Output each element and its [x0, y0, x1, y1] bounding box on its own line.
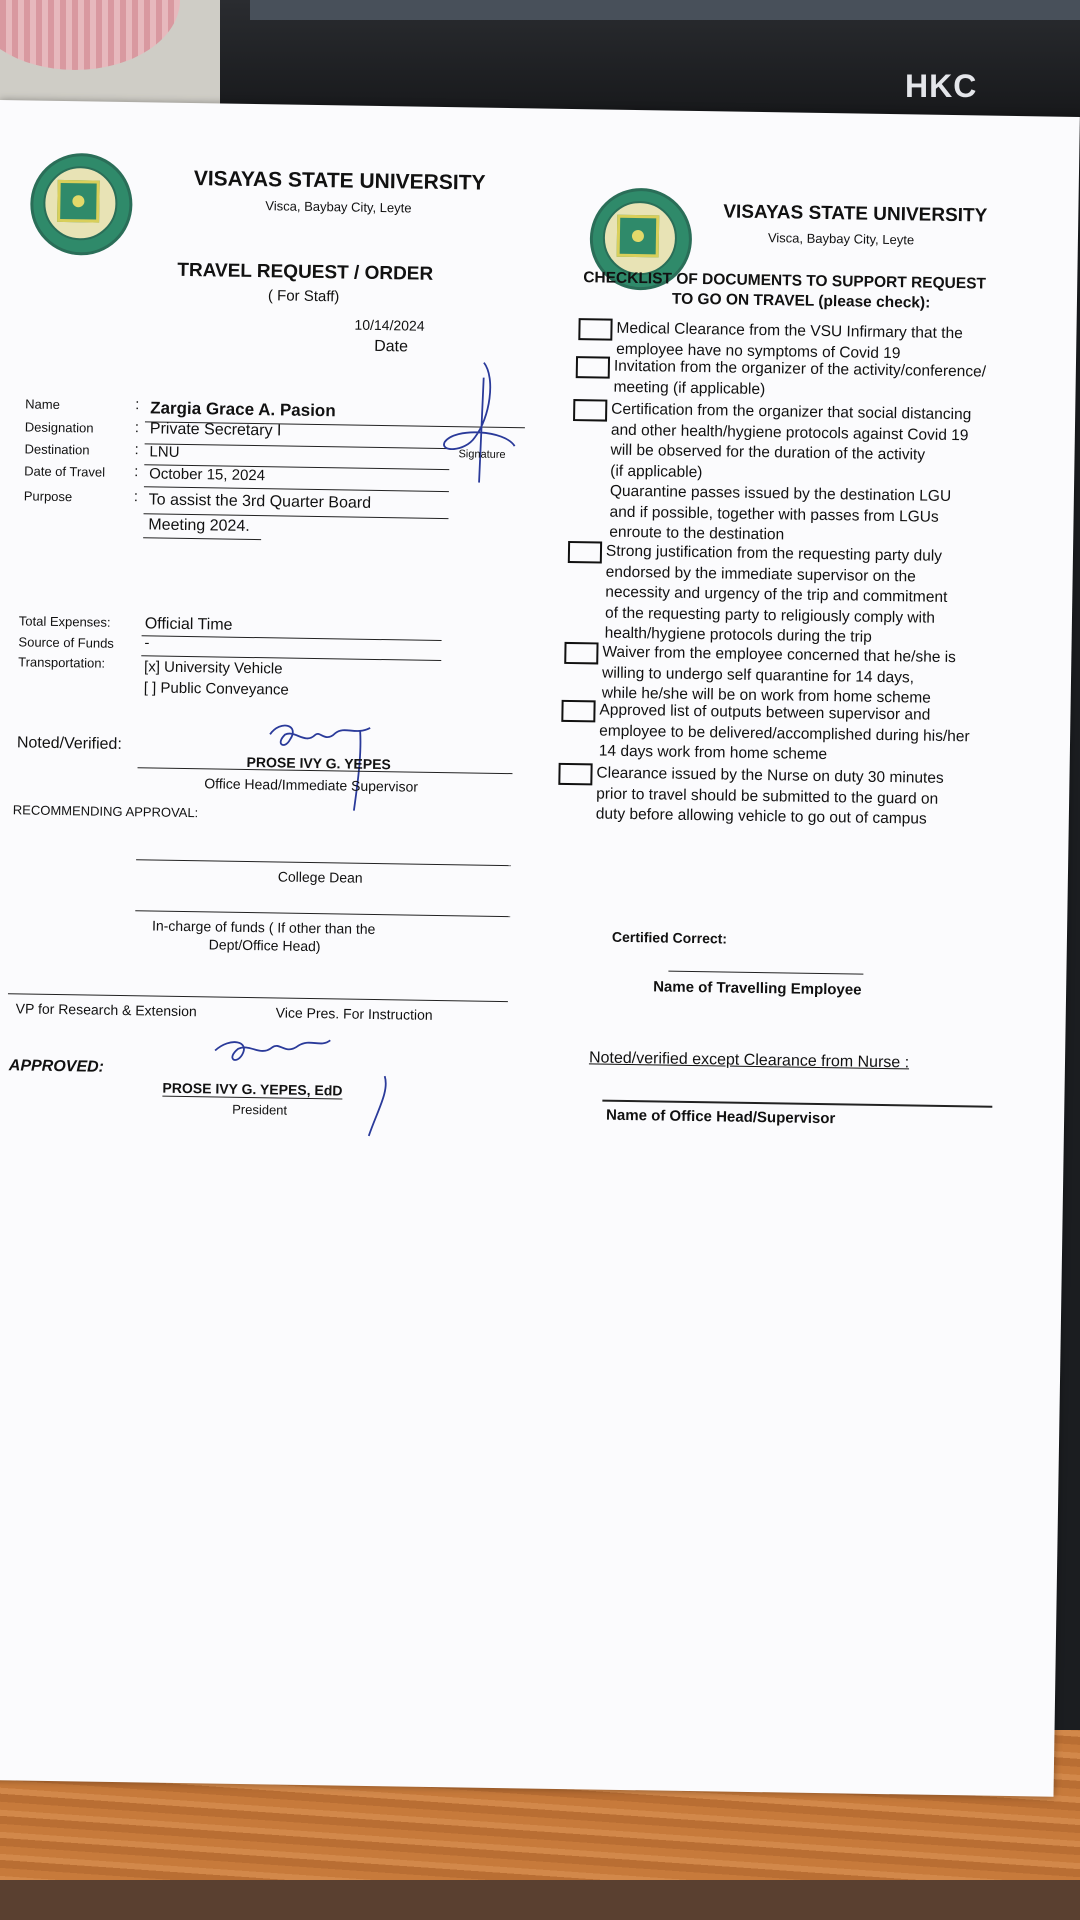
purpose-value: To assist the 3rd Quarter Board	[148, 491, 372, 512]
purpose-label: Purpose	[23, 488, 73, 505]
in-charge-of-funds-label-line2: Dept/Office Head)	[208, 936, 321, 955]
university-name-right: VISAYAS STATE UNIVERSITY	[723, 201, 988, 227]
checklist-item-7-line: Clearance issued by the Nurse on duty 30 minutes	[596, 764, 944, 787]
university-seal-icon	[30, 152, 134, 256]
checklist-item-4-line: of the requesting party to religiously comply with	[604, 604, 936, 627]
travelling-employee-label: Name of Travelling Employee	[653, 978, 862, 999]
date-label: Date	[374, 337, 409, 356]
checklist-item-3-line: and other health/hygiene protocols against Covid 19	[610, 421, 969, 444]
checklist-item-1-line: Medical Clearance from the VSU Infirmary that the	[616, 319, 963, 343]
checklist-item-7-line: prior to travel should be submitted to the guard on	[596, 784, 939, 808]
checklist-item-6-line: Approved list of outputs between supervisor and	[599, 701, 931, 724]
total-expenses-value: Official Time	[144, 615, 233, 634]
checklist-item-4-line: health/hygiene protocols during the trip	[604, 624, 872, 646]
noted-verified-label: Noted/Verified:	[16, 734, 122, 753]
request-date: 10/14/2024	[354, 316, 425, 334]
checklist-item-3-line: enroute to the destination	[609, 523, 785, 544]
checklist-item-4-line: necessity and urgency of the trip and commitment	[605, 583, 948, 606]
certified-correct-label: Certified Correct:	[611, 928, 728, 947]
checklist-item-5-line: Waiver from the employee concerned that he/she is	[602, 643, 957, 667]
checklist-item-7-line: duty before allowing vehicle to go out of campus	[595, 805, 927, 828]
noted-except-nurse-label: Noted/verified except Clearance from Nurse :	[588, 1049, 910, 1072]
checklist-item-4-line: endorsed by the immediate supervisor on the	[605, 563, 916, 585]
destination-value: LNU	[149, 443, 180, 461]
checklist-checkbox-4[interactable]	[568, 541, 602, 564]
checklist-item-3-line: (if applicable)	[610, 462, 703, 481]
checklist-item-6-line: 14 days work from home scheme	[598, 742, 828, 764]
employee-signature-icon	[434, 357, 526, 488]
checklist-checkbox-6[interactable]	[561, 700, 595, 723]
monitor-screen	[250, 0, 1080, 20]
university-address-right: Visca, Baybay City, Leyte	[767, 230, 915, 248]
checklist-item-4-line: Strong justification from the requesting party duly	[605, 542, 943, 565]
total-expenses-label: Total Expenses:	[18, 613, 111, 630]
table-edge	[0, 1880, 1080, 1920]
checklist-item-3-line: will be observed for the duration of the activity	[610, 441, 926, 464]
checklist-item-1-line: employee have no symptoms of Covid 19	[616, 340, 901, 362]
checklist-checkbox-2[interactable]	[576, 356, 610, 379]
form-subtitle: ( For Staff)	[267, 287, 340, 306]
checklist-item-2-line: meeting (if applicable)	[613, 378, 766, 398]
transportation-label: Transportation:	[18, 654, 106, 671]
approved-label: APPROVED:	[8, 1057, 105, 1076]
noted-by-name: PROSE IVY G. YEPES	[246, 753, 391, 773]
noted-by-title: Office Head/Immediate Supervisor	[204, 775, 419, 795]
college-dean-label: College Dean	[277, 868, 363, 886]
source-of-funds-label: Source of Funds	[18, 634, 114, 651]
checklist-checkbox-5[interactable]	[564, 642, 598, 665]
checklist-checkbox-1[interactable]	[578, 318, 612, 341]
checklist-item-3-line: and if possible, together with passes from LGUs	[609, 503, 939, 526]
purpose-value-line2: Meeting 2024.	[148, 516, 250, 535]
checklist-item-2-line: Invitation from the organizer of the activity/conference/	[613, 357, 987, 381]
checklist-item-5-line: willing to undergo self quarantine for 14 days,	[601, 664, 915, 686]
checklist-item-3-line: Quarantine passes issued by the destination LGU	[609, 482, 952, 505]
travel-request-form: VISAYAS STATE UNIVERSITY Visca, Baybay City, Leyte TRAVEL REQUEST / ORDER ( For Staff) 10/14/2024 Date Name : Zargia Grace A. Pasion Designation : Private Secretary I Destination : LNU Date of Travel : October 15, 2024 Purpose : To assist the 3rd Quarter Board Meeting 2024. Signature Total Expenses: Official Time Source of Funds - Transportation: [x] University Vehicle [ ] Public Conveyance Noted/Verified: PROSE IVY G. YEPES Office Head/Immediate Supervisor RECOMMENDING APPROVAL: College Dean In-charge of funds ( If other than the Dept/Office Head) VP for Research & Extension Vice Pres. For Instruction APPROVED: PROSE IVY G. YEPES, EdD President VISAYAS STATE UNIVERSITY Visca, Baybay City, Leyte CHECKLIST OF DOCUMENTS TO SUPPORT REQUEST TO GO ON TRAVEL (please check): Medical Clearance from the VSU Infirmary that the employee have no symptoms of Covid 19 Invitation from the organizer of the activity/conference/ meeting (if applicable) Certification from the organizer that social distancing and other health/hygiene protocols against Covid 19 will be observed for the duration of the activity (if applicable) Quarantine passes issued by the destination LGU and if possible, together with passes from LGUs enroute to the destination Strong justification from the requesting party duly endorsed by the immediate supervisor on the necessity and urgency of the trip and commitment of the requesting party to religiously comply with health/hygiene protocols during the trip Waiver from the employee concerned that he/she is willing to undergo self quarantine for 14 days, while he/she will be on work from home scheme Approved list of outputs between supervisor and employee to be delivered/accomplished during his/her 14 days work from home scheme Clearance issued by the Nurse on duty 30 minutes prior to travel should be submitted to the guard on duty before allowing vehicle to go out of campus Certified Correct: Name of Travelling Employee Noted/verified except Clearance from Nurse : Name of Office Head/Supervisor	[0, 100, 1080, 1797]
checklist-checkbox-3[interactable]	[573, 399, 607, 422]
name-label: Name	[25, 396, 61, 412]
university-name: VISAYAS STATE UNIVERSITY	[193, 167, 486, 195]
checklist-item-3-line: Certification from the organizer that social distancing	[611, 400, 972, 424]
checklist-checkbox-7[interactable]	[558, 763, 592, 786]
checklist-item-6-line: employee to be delivered/accomplished during his/her	[599, 721, 970, 745]
checklist-item-5-line: while he/she will be on work from home scheme	[601, 684, 931, 707]
destination-label: Destination	[24, 441, 90, 458]
transport-option-public-conveyance: [ ] Public Conveyance	[143, 679, 289, 699]
date-of-travel-value: October 15, 2024	[149, 465, 266, 485]
university-address: Visca, Baybay City, Leyte	[265, 198, 412, 216]
date-of-travel-label: Date of Travel	[24, 463, 106, 480]
checklist-title: CHECKLIST OF DOCUMENTS TO SUPPORT REQUEST	[583, 269, 987, 293]
source-of-funds-value: -	[144, 634, 150, 652]
signature-label: Signature	[458, 448, 506, 461]
name-value: Zargia Grace A. Pasion	[150, 398, 336, 421]
approved-by-name: PROSE IVY G. YEPES, EdD	[162, 1079, 343, 1099]
in-charge-of-funds-label: In-charge of funds ( If other than the	[151, 917, 376, 937]
vp-instruction-label: Vice Pres. For Instruction	[275, 1004, 433, 1023]
designation-value: Private Secretary I	[149, 420, 282, 440]
monitor-brand-logo: HKC	[905, 68, 978, 104]
approved-by-title: President	[232, 1101, 288, 1118]
transport-option-university-vehicle: [x] University Vehicle	[143, 658, 283, 678]
vp-research-extension-label: VP for Research & Extension	[15, 1000, 197, 1020]
office-head-supervisor-label: Name of Office Head/Supervisor	[605, 1106, 836, 1128]
designation-label: Designation	[24, 419, 94, 436]
form-title: TRAVEL REQUEST / ORDER	[177, 259, 434, 285]
recommending-approval-label: RECOMMENDING APPROVAL:	[12, 802, 199, 821]
checklist-title-line2: TO GO ON TRAVEL (please check):	[671, 290, 931, 312]
